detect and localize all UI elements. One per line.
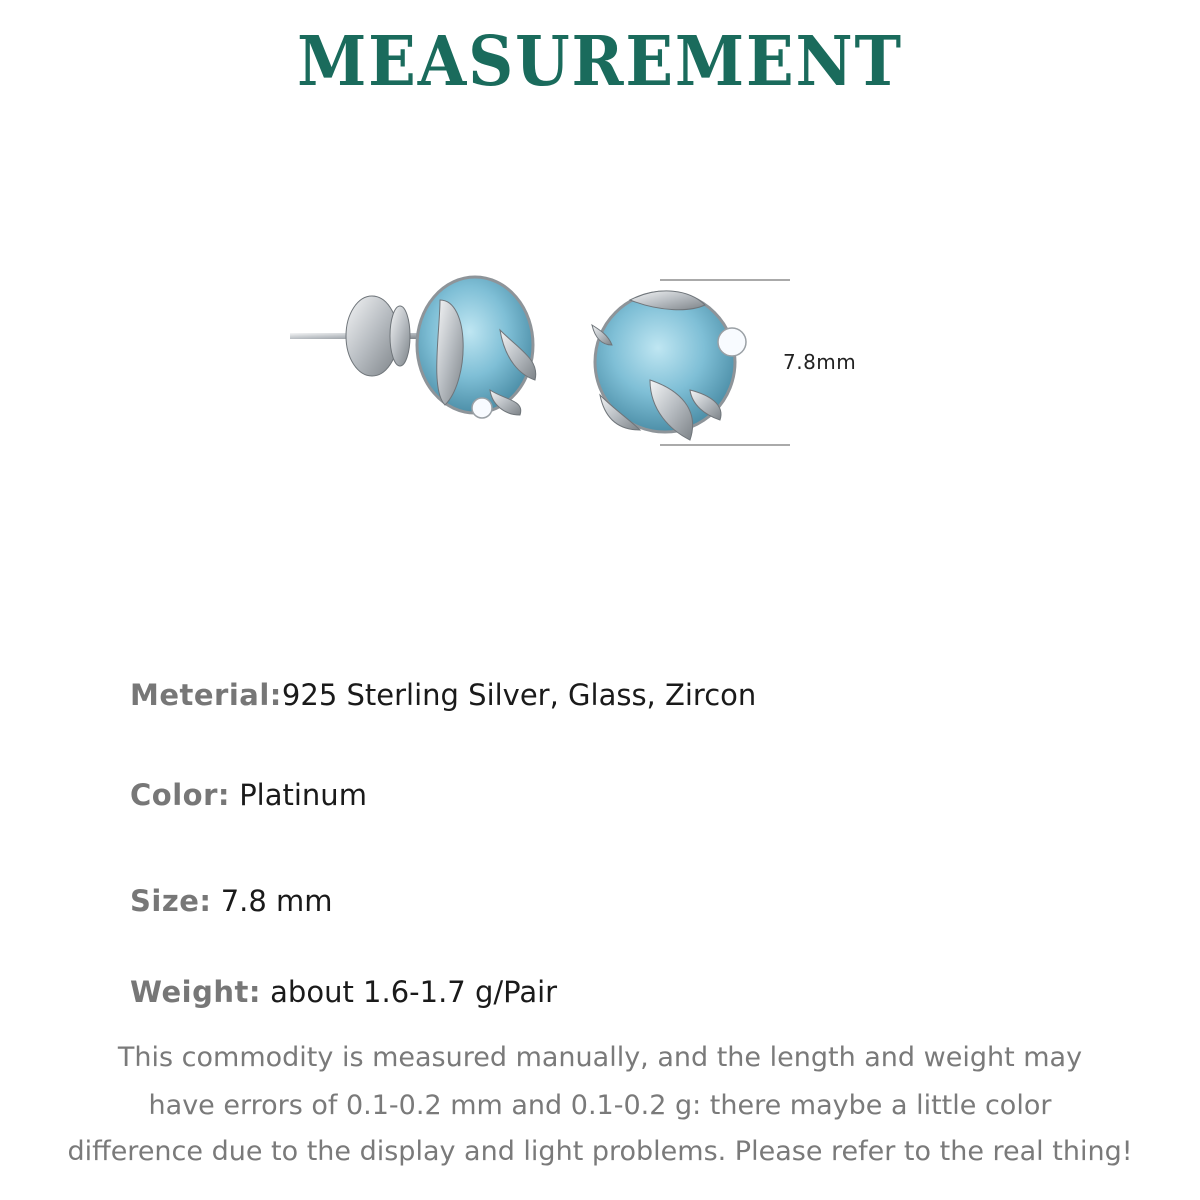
spec-key: Size: (130, 884, 212, 918)
dimension-label: 7.8mm (783, 350, 857, 374)
spec-key: Weight: (130, 975, 261, 1009)
spec-key: Color: (130, 778, 230, 812)
spec-size (130, 884, 333, 918)
disclaimer-line-3: difference due to the display and light problems. Please refer to the real thing! (67, 1136, 1133, 1167)
page-title: MEASUREMENT (297, 22, 903, 102)
spec-color (130, 778, 367, 812)
disclaimer-line-2: have errors of 0.1-0.2 mm and 0.1-0.2 g: there maybe a little color (148, 1090, 1052, 1121)
zircon-stone (718, 328, 746, 356)
spec-weight (130, 975, 557, 1009)
spec-value: 7.8 mm (220, 884, 333, 918)
spec-material (130, 678, 756, 712)
disclaimer-line-1: This commodity is measured manually, and the length and weight may (117, 1042, 1083, 1073)
spec-value: 925 Sterling Silver, Glass, Zircon (281, 678, 757, 712)
zircon-stone (472, 398, 492, 418)
left-earring (290, 277, 536, 418)
spec-value: Platinum (239, 778, 367, 812)
right-earring (592, 291, 746, 440)
spec-key: Meterial: (130, 678, 282, 712)
spec-value: about 1.6-1.7 g/Pair (270, 975, 558, 1009)
